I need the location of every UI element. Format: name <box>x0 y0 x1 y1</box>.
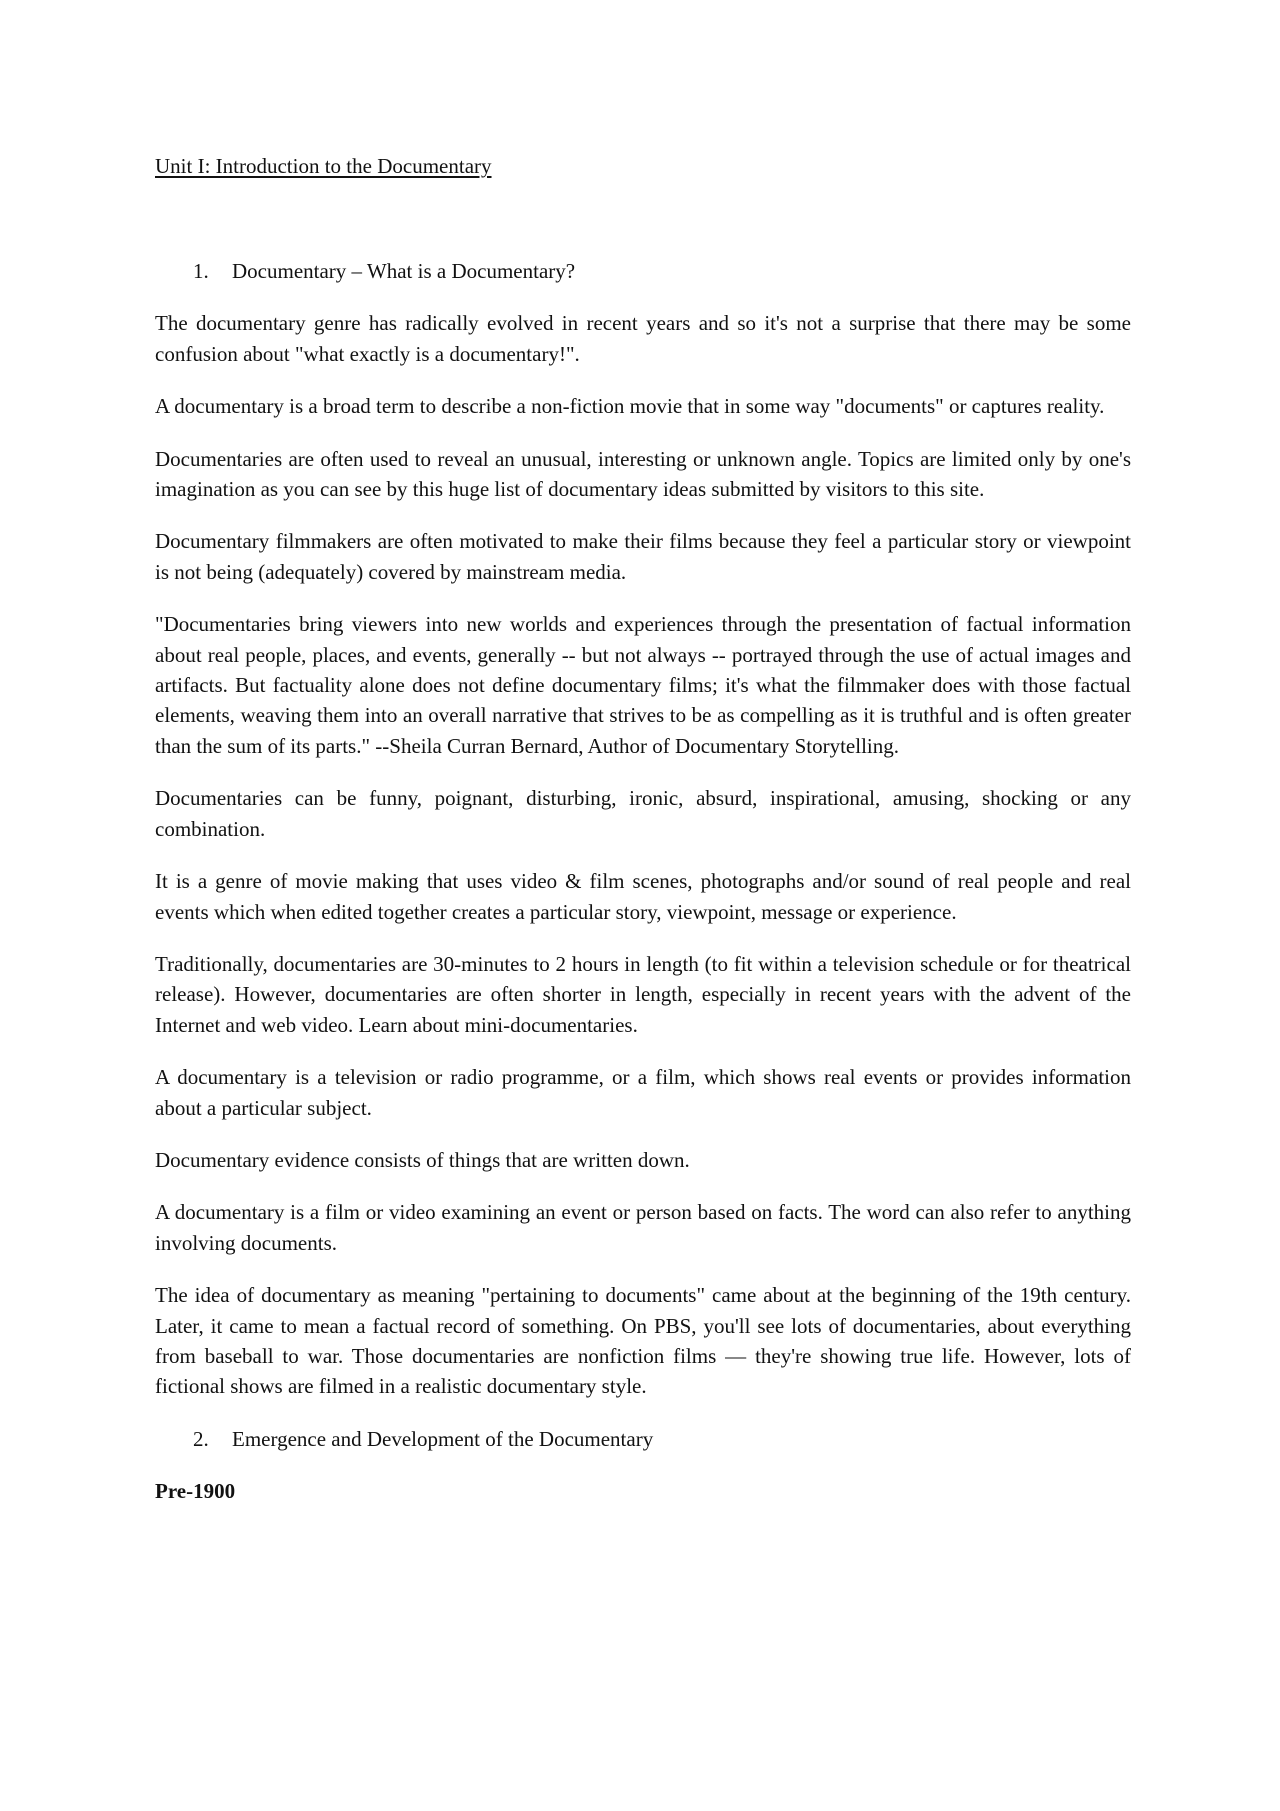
subsection-heading: Pre-1900 <box>155 1479 236 1504</box>
paragraph: A documentary is a broad term to describe a non-fiction movie that in some way "documents" or captures reality. <box>155 394 1105 419</box>
paragraph: Documentary evidence consists of things that are written down. <box>155 1147 690 1172</box>
paragraph: Traditionally, documentaries are 30-minutes to 2 hours in length (to fit within a television schedule or for theatrical release). However, documentaries are often shorter in length, especially in recent years with the advent of the Internet and web video. Learn about mini-documentaries. <box>155 951 1131 1037</box>
paragraph: Documentary filmmakers are often motivated to make their films because they feel a particular story or viewpoint is not being (adequately) covered by mainstream media. <box>155 529 1131 584</box>
paragraph: The documentary genre has radically evolved in recent years and so it's not a surprise that there may be some confusion about "what exactly is a documentary!". <box>155 311 1131 366</box>
unit-title: Unit I: Introduction to the Documentary <box>155 154 492 178</box>
paragraph: It is a genre of movie making that uses video & film scenes, photographs and/or sound of real people and real events which when edited together creates a particular story, viewpoint, message or experience. <box>155 869 1131 924</box>
section-1-title: Documentary – What is a Documentary? <box>232 259 576 283</box>
section-1-heading <box>155 256 1131 286</box>
section-2-title: Emergence and Development of the Documentary <box>232 1426 654 1451</box>
section-2-heading <box>155 1424 1131 1454</box>
paragraph: A documentary is a film or video examining an event or person based on facts. The word can also refer to anything involving documents. <box>155 1200 1131 1255</box>
paragraph: A documentary is a television or radio programme, or a film, which shows real events or provides information about a particular subject. <box>155 1065 1131 1120</box>
paragraph: "Documentaries bring viewers into new worlds and experiences through the presentation of factual information about real people, places, and events, generally -- but not always -- portrayed through the use of actual images and artifacts. But factuality alone does not define documentary films; it's what the filmmaker does with those factual elements, weaving them into an overall narrative that strives to be as compelling as it is truthful and is often greater than the sum of its parts." --Sheila Curran Bernard, Author of Documentary Storytelling. <box>155 612 1131 758</box>
section-2-number: 2. <box>193 1426 209 1451</box>
paragraph: Documentaries are often used to reveal an unusual, interesting or unknown angle. Topics are limited only by one's imagination as you can see by this huge list of documentary ideas submitted by visitors to this site. <box>155 446 1131 502</box>
section-1-number: 1. <box>193 259 209 283</box>
paragraph: Documentaries can be funny, poignant, disturbing, ironic, absurd, inspirational, amusing, shocking or any combination. <box>155 786 1131 841</box>
paragraph: The idea of documentary as meaning "pertaining to documents" came about at the beginning of the 19th century. Later, it came to mean a factual record of something. On PBS, you'll see lots of documentaries, about everything from baseball to war. Those documentaries are nonfiction films — they're showing true life. However, lots of fictional shows are filmed in a realistic documentary style. <box>155 1283 1131 1399</box>
document-body <box>155 256 1131 1529</box>
